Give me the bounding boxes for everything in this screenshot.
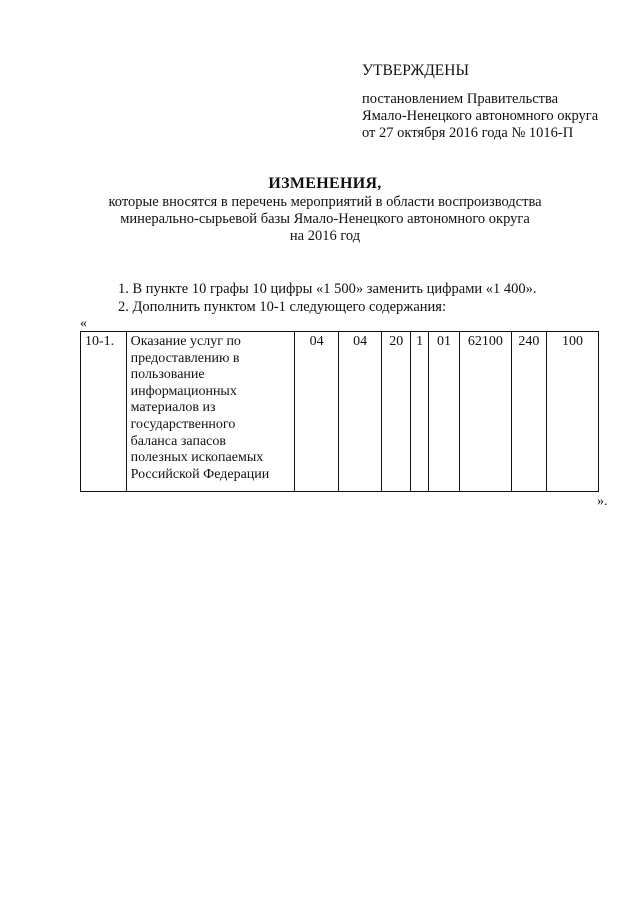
amendment-item-1: 1. В пункте 10 графы 10 цифры «1 500» заменить цифрами «1 400». bbox=[118, 281, 537, 297]
description-line: материалов из bbox=[130, 400, 216, 416]
approval-heading: УТВЕРЖДЕНЫ bbox=[362, 62, 469, 79]
table-cell: 100 bbox=[546, 332, 598, 492]
description-line: баланса запасов bbox=[130, 433, 226, 449]
table-cell: 1 bbox=[411, 332, 429, 492]
opening-quote: « bbox=[80, 316, 87, 331]
table-cell: 04 bbox=[338, 332, 382, 492]
table-row bbox=[81, 332, 599, 492]
subtitle-line: минерально-сырьевой базы Ямало-Ненецкого автономного округа bbox=[120, 211, 530, 227]
title-block bbox=[80, 175, 570, 245]
approval-block bbox=[362, 62, 622, 142]
table-cell: 04 bbox=[295, 332, 339, 492]
description-line: предоставлению в bbox=[130, 350, 240, 366]
subtitle-line: на 2016 год bbox=[289, 228, 361, 244]
approval-line: Ямало-Ненецкого автономного округа bbox=[362, 108, 599, 124]
row-description bbox=[126, 332, 295, 492]
description-line: полезных ископаемых bbox=[130, 450, 264, 466]
closing-quote: ». bbox=[597, 494, 608, 509]
description-line: Российской Федерации bbox=[130, 466, 270, 482]
approval-line: от 27 октября 2016 года № 1016-П bbox=[362, 125, 574, 141]
table-cell: 01 bbox=[429, 332, 460, 492]
amendment-table bbox=[80, 331, 599, 492]
table-cell: 20 bbox=[382, 332, 411, 492]
description-line: государственного bbox=[130, 416, 236, 432]
row-number: 10-1. bbox=[81, 332, 127, 492]
document-title: ИЗМЕНЕНИЯ, bbox=[268, 175, 382, 192]
table-cell: 240 bbox=[511, 332, 546, 492]
description-line: пользование bbox=[130, 367, 205, 383]
description-line: Оказание услуг по bbox=[130, 334, 241, 349]
approval-line: постановлением Правительства bbox=[362, 91, 559, 107]
amendment-item-2: 2. Дополнить пунктом 10-1 следующего содержания: bbox=[118, 299, 446, 315]
table-cell: 62100 bbox=[459, 332, 511, 492]
subtitle-line: которые вносятся в перечень мероприятий в области воспроизводства bbox=[108, 194, 542, 210]
description-line: информационных bbox=[130, 383, 237, 399]
